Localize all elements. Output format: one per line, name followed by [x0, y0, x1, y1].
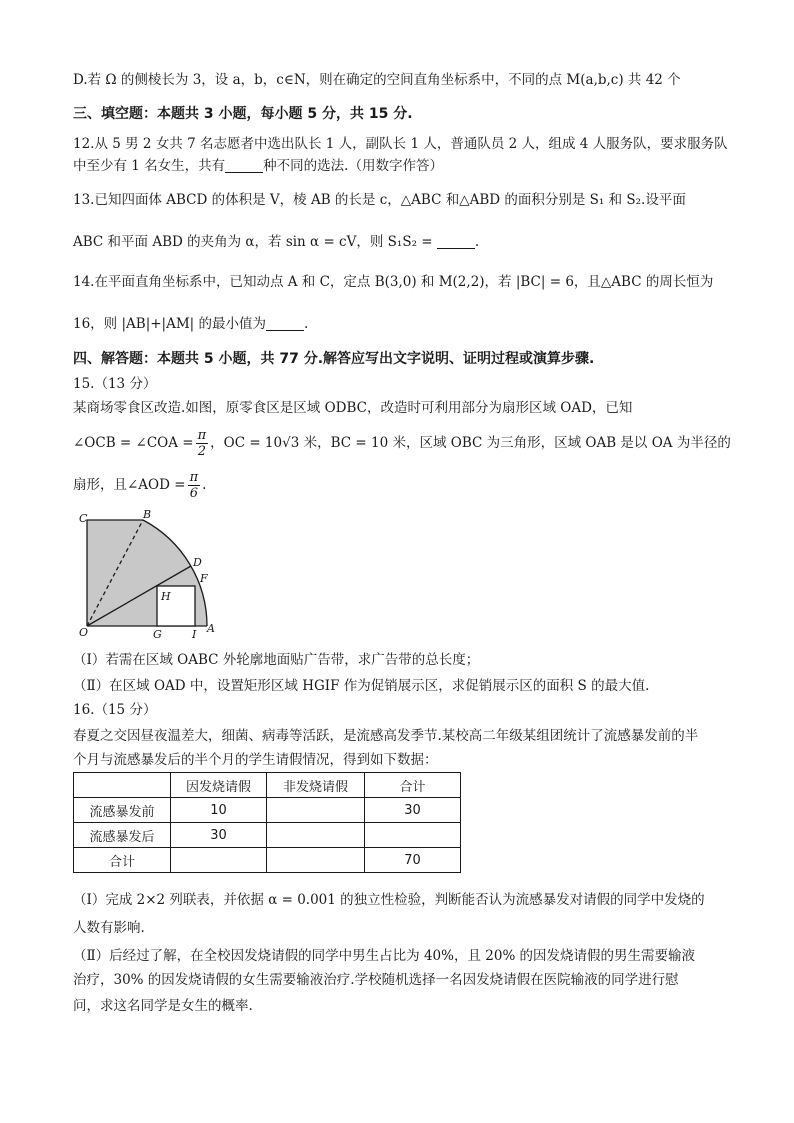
- table-cell: 非发烧请假: [267, 773, 365, 798]
- q16-part2-line1: （Ⅱ）后经过了解，在全校因发烧请假的同学中男生占比为 40%，且 20% 的因发烧请假的男生需要输液: [73, 948, 696, 964]
- table-cell: [365, 823, 461, 848]
- q15-heading: 15.（13 分）: [73, 376, 157, 392]
- q15-fraction-pi-6: [188, 470, 201, 501]
- label-a: A: [207, 622, 215, 635]
- label-c: C: [79, 512, 88, 525]
- table-row: [74, 848, 461, 873]
- table-cell: 30: [171, 823, 267, 848]
- q16-part2-line2: 治疗，30% 的因发烧请假的女生需要输液治疗.学校随机选择一名因发烧请假在医院输液的同学进行慰: [73, 972, 679, 988]
- q15-part2: （Ⅱ）在区域 OAD 中，设置矩形区域 HGIF 作为促销展示区，求促销展示区的面积 S 的最大值.: [73, 678, 650, 694]
- q13-text-b: .: [474, 234, 480, 250]
- fraction-denominator: 2: [197, 444, 206, 459]
- table-cell: 流感暴发前: [74, 798, 171, 823]
- table-cell: [267, 823, 365, 848]
- table-cell: 因发烧请假: [171, 773, 267, 798]
- q16-part1-line2: 人数有影响.: [73, 920, 145, 936]
- q15-line2: [73, 428, 731, 459]
- label-d: D: [193, 556, 202, 569]
- q16-line2: 个月与流感暴发后的半个月的学生请假情况，得到如下数据：: [73, 752, 438, 768]
- q15-geometry-figure: [73, 508, 223, 640]
- q15-text-b: ，OC = 10√3 米，BC = 10 米，区域 OBC 为三角形，区域 OAB 是以 OA 为半径的: [210, 435, 731, 451]
- q15-text-c: 扇形，且∠AOD =: [73, 477, 186, 493]
- table-cell: [171, 848, 267, 873]
- q16-heading: 16.（15 分）: [73, 702, 157, 718]
- label-o: O: [79, 626, 89, 639]
- table-cell: [267, 848, 365, 873]
- table-cell: 10: [171, 798, 267, 823]
- table-cell: 30: [365, 798, 461, 823]
- option-d-text: D.若 Ω 的侧棱长为 3，设 a，b，c∈N，则在确定的空间直角坐标系中，不同的点 M(a,b,c) 共 42 个: [73, 72, 681, 88]
- q15-part1: （Ⅰ）若需在区域 OABC 外轮廓地面贴广告带，求广告带的总长度；: [73, 652, 480, 668]
- label-i: I: [192, 628, 197, 640]
- q13-answer-blank[interactable]: [437, 234, 475, 249]
- fraction-denominator: 6: [189, 486, 198, 501]
- contingency-table: [73, 772, 461, 873]
- q13-text-a: ABC 和平面 ABD 的夹角为 α，若 sin α = cV，则 S₁S₂ =: [73, 234, 433, 250]
- q14-line2: [73, 314, 723, 334]
- q15-line3: [73, 470, 723, 501]
- q14-text-a: 16，则 |AB|+|AM| 的最小值为: [73, 316, 267, 332]
- table-cell: 合计: [365, 773, 461, 798]
- label-f: F: [200, 572, 208, 585]
- section-3-heading: 三、填空题：本题共 3 小题，每小题 5 分，共 15 分.: [73, 106, 413, 122]
- q15-fraction-pi-2: [196, 428, 209, 459]
- table-cell: [267, 798, 365, 823]
- label-h: H: [161, 590, 171, 603]
- table-header-row: [74, 773, 461, 798]
- table-cell: 合计: [74, 848, 171, 873]
- table-cell: 70: [365, 848, 461, 873]
- label-b: B: [143, 508, 152, 521]
- q12-answer-blank[interactable]: [225, 158, 263, 173]
- q16-part2-line3: 问，求这名同学是女生的概率.: [73, 998, 253, 1014]
- table-cell: [74, 773, 171, 798]
- q14-text-b: .: [304, 316, 309, 332]
- table-row: [74, 823, 461, 848]
- q12-line1: 12.从 5 男 2 女共 7 名志愿者中选出队长 1 人，副队长 1 人，普通队员 2 人，组成 4 人服务队，要求服务队: [73, 136, 728, 152]
- q14-answer-blank[interactable]: [266, 316, 304, 331]
- table-cell: 流感暴发后: [74, 823, 171, 848]
- q16-part1-line1: （Ⅰ）完成 2×2 列联表，并依据 α = 0.001 的独立性检验，判断能否认为流感暴发对请假的同学中发烧的: [73, 892, 705, 908]
- q13-line1: 13.已知四面体 ABCD 的体积是 V，棱 AB 的长是 c，△ABC 和△ABD 的面积分别是 S₁ 和 S₂.设平面: [73, 192, 686, 208]
- label-g: G: [153, 628, 162, 640]
- q15-text-a: ∠OCB = ∠COA =: [73, 435, 194, 451]
- q13-line2: [73, 232, 723, 252]
- fraction-numerator: π: [197, 428, 207, 443]
- section-4-heading: 四、解答题：本题共 5 小题，共 77 分.解答应写出文字说明、证明过程或演算步骤.: [73, 351, 595, 367]
- fraction-numerator: π: [189, 470, 199, 485]
- q12-text-a: 中至少有 1 名女生，共有: [73, 158, 226, 174]
- table-row: [74, 798, 461, 823]
- q12-text-b: 种不同的选法.（用数字作答）: [263, 158, 443, 174]
- q12-line2: [73, 156, 723, 176]
- q15-text-d: .: [202, 477, 207, 493]
- q16-line1: 春夏之交因昼夜温差大，细菌、病毒等活跃，是流感高发季节.某校高二年级某组团统计了流感暴发前的半: [73, 728, 699, 744]
- q15-line1: 某商场零食区改造.如图，原零食区是区域 ODBC，改造时可利用部分为扇形区域 OAD，已知: [73, 400, 633, 416]
- q14-line1: 14.在平面直角坐标系中，已知动点 A 和 C，定点 B(3,0) 和 M(2,2)，若 |BC| = 6，且△ABC 的周长恒为: [73, 274, 714, 290]
